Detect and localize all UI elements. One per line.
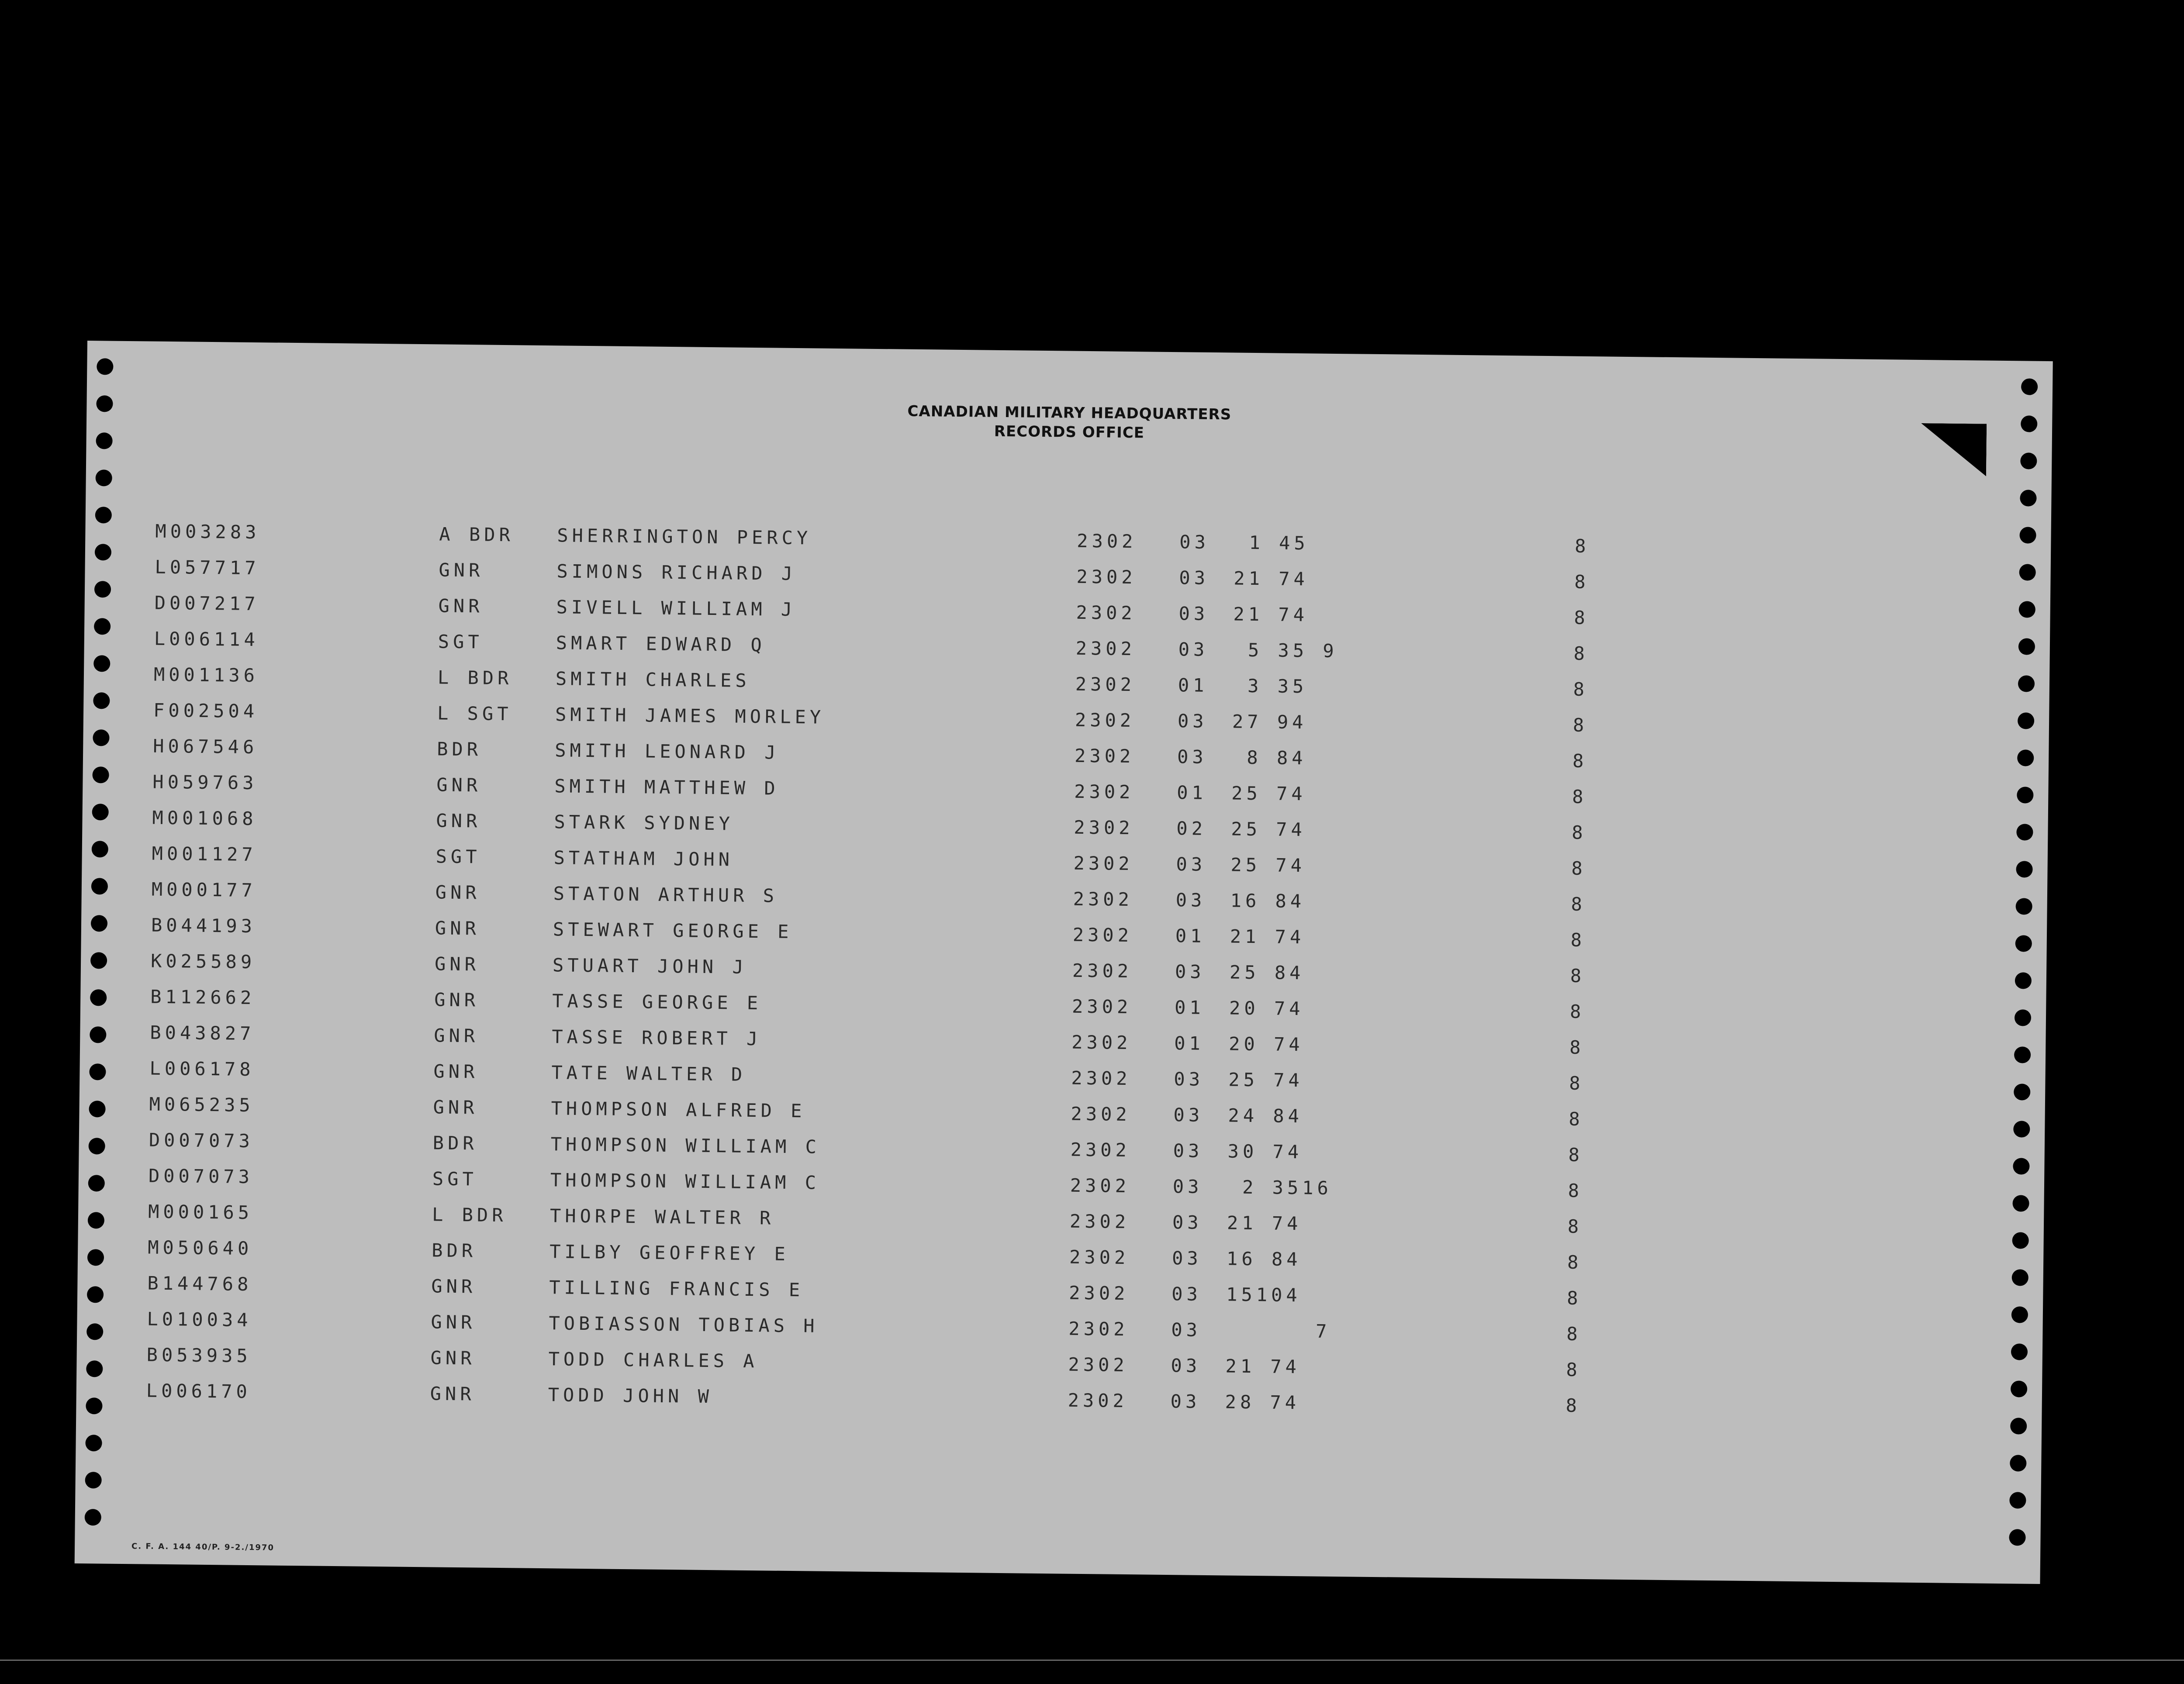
record-rank: GNR	[431, 1311, 476, 1333]
record-name: SMART EDWARD Q	[556, 632, 766, 656]
record-no: F002504	[153, 699, 259, 722]
record-val: 16 84	[1230, 890, 1306, 912]
record-last: 8	[1572, 821, 1587, 844]
record-sub: 01	[1174, 997, 1205, 1018]
record-last: 8	[1569, 1036, 1585, 1058]
record-val: 20 74	[1229, 1033, 1304, 1056]
record-name: STATHAM JOHN	[553, 847, 734, 870]
record-val: 7	[1226, 1319, 1331, 1342]
record-name: TATE WALTER D	[551, 1062, 746, 1085]
record-sub: 03	[1178, 603, 1209, 625]
record-name: THOMPSON ALFRED E	[551, 1097, 806, 1122]
record-sub: 03	[1171, 1319, 1202, 1341]
record-sub: 03	[1177, 746, 1207, 768]
record-last: 8	[1570, 965, 1586, 987]
header-line-2: RECORDS OFFICE	[994, 422, 1145, 442]
record-last: 8	[1574, 571, 1590, 593]
tractor-hole	[2020, 452, 2037, 469]
record-name: TILBY GEOFFREY E	[549, 1241, 790, 1265]
record-code: 2302	[1071, 995, 1132, 1018]
record-name: SMITH JAMES MORLEY	[555, 704, 825, 728]
record-sub: 01	[1178, 674, 1208, 696]
record-code: 2302	[1069, 1210, 1130, 1233]
record-rank: GNR	[434, 1025, 479, 1047]
record-rank: GNR	[434, 953, 480, 975]
record-name: TILLING FRANCIS E	[549, 1277, 804, 1301]
record-sub: 03	[1173, 1140, 1203, 1162]
record-last: 8	[1566, 1287, 1582, 1309]
record-no: B053935	[146, 1344, 252, 1367]
record-sub: 02	[1176, 818, 1207, 839]
document-page	[75, 341, 2053, 1584]
record-last: 8	[1569, 1001, 1585, 1022]
record-val: 27 94	[1232, 711, 1307, 733]
record-rank: GNR	[433, 1060, 479, 1083]
record-sub: 03	[1173, 1104, 1204, 1126]
tractor-hole	[2021, 378, 2038, 395]
tractor-hole	[96, 469, 112, 486]
record-sub: 01	[1177, 782, 1207, 804]
record-last: 8	[1569, 1108, 1584, 1130]
record-name: STARK SYDNEY	[554, 811, 734, 835]
record-no: M050640	[148, 1236, 253, 1260]
record-code: 2302	[1073, 852, 1134, 875]
scan-edge-line	[0, 1660, 2184, 1661]
record-sub: 03	[1175, 889, 1206, 911]
record-rank: BDR	[436, 738, 482, 760]
record-no: B144768	[147, 1272, 252, 1295]
record-rank: SGT	[432, 1168, 478, 1190]
record-no: M001127	[152, 842, 257, 866]
record-last: 8	[1574, 607, 1590, 629]
record-no: B112662	[150, 986, 256, 1009]
record-last: 8	[1566, 1359, 1582, 1380]
record-last: 8	[1571, 893, 1586, 915]
record-no: M001136	[153, 663, 259, 687]
record-list	[86, 520, 2051, 1416]
record-name: STUART JOHN J	[552, 954, 748, 978]
record-val: 25 84	[1229, 961, 1305, 984]
record-no: L006178	[149, 1057, 255, 1080]
record-val: 25 74	[1231, 818, 1306, 841]
record-name: TASSE ROBERT J	[552, 1026, 762, 1050]
record-last: 8	[1570, 929, 1586, 951]
record-sub: 03	[1179, 531, 1210, 553]
record-last: 8	[1571, 857, 1587, 880]
record-no: L006170	[146, 1380, 252, 1403]
record-name: SIMONS RICHARD J	[556, 560, 797, 585]
record-val: 25 74	[1228, 1069, 1304, 1091]
record-sub: 03	[1179, 567, 1209, 589]
record-name: TASSE GEORGE E	[552, 990, 762, 1014]
record-code: 2302	[1071, 1067, 1131, 1090]
record-val: 21 74	[1225, 1355, 1301, 1378]
record-val: 1 45	[1234, 531, 1309, 554]
record-last: 8	[1568, 1180, 1583, 1201]
record-last: 8	[1572, 786, 1587, 808]
record-code: 2302	[1076, 601, 1137, 624]
record-val: 25 74	[1231, 782, 1306, 805]
record-last: 8	[1569, 1072, 1584, 1094]
record-sub: 01	[1175, 925, 1206, 947]
record-rank: BDR	[432, 1132, 478, 1154]
record-sub: 03	[1177, 710, 1208, 732]
record-no: D007217	[154, 592, 259, 615]
record-val: 3 35	[1232, 675, 1308, 697]
record-val: 21 74	[1230, 925, 1305, 948]
record-sub: 03	[1176, 853, 1206, 875]
tractor-hole	[96, 432, 112, 449]
record-last: 8	[1567, 1215, 1583, 1237]
record-name: SHERRINGTON PERCY	[557, 525, 812, 549]
header-line-1: CANADIAN MILITARY HEADQUARTERS	[907, 402, 1232, 424]
tractor-hole	[85, 1435, 102, 1451]
record-rank: GNR	[434, 989, 480, 1011]
record-no: L006114	[154, 628, 259, 651]
record-last: 8	[1573, 678, 1589, 701]
record-last: 8	[1567, 1251, 1583, 1273]
record-name: SMITH MATTHEW D	[554, 775, 779, 799]
record-rank: GNR	[430, 1347, 476, 1369]
form-code: C. F. A. 144 40/P. 9-2./1970	[131, 1542, 275, 1553]
record-sub: 03	[1171, 1355, 1201, 1377]
record-last: 8	[1572, 750, 1588, 772]
record-val: 20 74	[1229, 997, 1304, 1020]
record-rank: SGT	[438, 631, 483, 653]
record-no: M001068	[152, 807, 257, 830]
record-name: STATON ARTHUR S	[553, 883, 778, 907]
record-val: 28 74	[1225, 1391, 1300, 1414]
record-code: 2302	[1075, 709, 1135, 732]
record-no: L010034	[147, 1308, 252, 1331]
tractor-hole	[2020, 490, 2036, 506]
record-code: 2302	[1071, 1103, 1131, 1125]
record-no: M000177	[151, 878, 257, 901]
record-rank: BDR	[431, 1239, 477, 1262]
record-name: TODD CHARLES A	[548, 1348, 758, 1372]
record-last: 8	[1568, 1144, 1584, 1166]
record-rank: L BDR	[437, 666, 513, 689]
record-code: 2302	[1077, 530, 1137, 552]
record-last: 8	[1566, 1323, 1582, 1345]
record-no: H059763	[152, 771, 258, 794]
tractor-hole	[85, 1472, 101, 1488]
record-code: 2302	[1068, 1389, 1128, 1412]
record-name: THOMPSON WILLIAM C	[550, 1133, 821, 1158]
record-code: 2302	[1074, 745, 1135, 767]
tractor-hole	[97, 358, 113, 375]
record-rank: A BDR	[439, 523, 515, 546]
record-rank: L BDR	[432, 1204, 507, 1226]
record-val: 21 74	[1234, 567, 1309, 590]
record-rank: GNR	[435, 881, 480, 904]
record-val: 2 3516	[1227, 1176, 1333, 1199]
document-header	[86, 393, 2053, 452]
record-rank: GNR	[433, 1096, 478, 1118]
record-code: 2302	[1074, 780, 1134, 803]
record-val: 24 84	[1228, 1104, 1303, 1127]
record-val: 8 84	[1231, 746, 1307, 769]
tractor-hole	[2009, 1492, 2026, 1508]
record-no: D007073	[149, 1129, 254, 1152]
record-last: 8	[1573, 642, 1589, 665]
record-no: H067546	[153, 735, 258, 758]
tractor-hole	[2010, 1455, 2026, 1471]
record-name: THOMPSON WILLIAM C	[550, 1169, 820, 1194]
record-sub: 03	[1171, 1283, 1202, 1305]
record-sub: 03	[1171, 1247, 1202, 1269]
record-code: 2302	[1068, 1353, 1128, 1376]
record-rank: GNR	[438, 595, 484, 617]
record-name: THORPE WALTER R	[549, 1205, 775, 1229]
record-no: M003283	[155, 520, 260, 543]
record-code: 2302	[1072, 924, 1133, 946]
record-val: 25 74	[1230, 854, 1306, 877]
record-sub: 03	[1175, 961, 1205, 983]
record-sub: 03	[1172, 1176, 1203, 1197]
record-no: L057717	[155, 556, 260, 579]
record-sub: 03	[1174, 1068, 1204, 1090]
record-last: 8	[1572, 714, 1588, 736]
record-code: 2302	[1070, 1139, 1131, 1161]
record-code: 2302	[1075, 673, 1136, 696]
record-no: M000165	[148, 1201, 253, 1224]
record-name: SIVELL WILLIAM J	[556, 596, 796, 621]
tractor-hole	[85, 1509, 101, 1525]
record-last: 8	[1565, 1394, 1581, 1416]
record-val: 30 74	[1227, 1140, 1303, 1163]
tractor-hole	[2009, 1529, 2025, 1546]
record-last: 8	[1575, 535, 1590, 557]
record-code: 2302	[1073, 888, 1133, 911]
record-val: 21 74	[1233, 603, 1309, 626]
record-no: B044193	[151, 914, 256, 937]
record-sub: 03	[1170, 1391, 1201, 1412]
record-val: 21 74	[1227, 1212, 1302, 1235]
record-code: 2302	[1071, 1031, 1132, 1054]
record-no: D007073	[148, 1165, 254, 1188]
record-no: B043827	[150, 1021, 255, 1045]
record-code: 2302	[1070, 1174, 1130, 1197]
record-no: M065235	[149, 1093, 254, 1116]
record-rank: GNR	[436, 810, 481, 832]
record-sub: 03	[1178, 638, 1209, 660]
record-rank: L SGT	[437, 702, 512, 725]
record-code: 2302	[1076, 566, 1137, 588]
record-val: 5 35 9	[1233, 639, 1338, 662]
record-code: 2302	[1075, 637, 1136, 660]
record-sub: 03	[1172, 1211, 1203, 1233]
record-rank: GNR	[435, 917, 480, 939]
record-rank: GNR	[436, 774, 482, 796]
record-code: 2302	[1068, 1318, 1129, 1340]
record-no: K025589	[150, 950, 256, 973]
record-rank: GNR	[431, 1275, 477, 1298]
record-code: 2302	[1069, 1246, 1130, 1269]
record-code: 2302	[1074, 816, 1134, 839]
record-rank: SGT	[435, 845, 481, 868]
record-val: 15104	[1226, 1284, 1301, 1306]
record-name: STEWART GEORGE E	[553, 918, 793, 942]
record-name: SMITH LEONARD J	[554, 739, 780, 763]
record-sub: 01	[1174, 1032, 1205, 1054]
record-rank: GNR	[439, 559, 484, 581]
record-name: TOBIASSON TOBIAS H	[549, 1312, 819, 1337]
record-code: 2302	[1072, 959, 1133, 982]
record-rank: GNR	[430, 1383, 475, 1405]
record-name: TODD JOHN W	[548, 1384, 713, 1408]
record-name: SMITH CHARLES	[555, 668, 750, 691]
record-val: 16 84	[1226, 1248, 1302, 1270]
record-code: 2302	[1069, 1282, 1129, 1304]
